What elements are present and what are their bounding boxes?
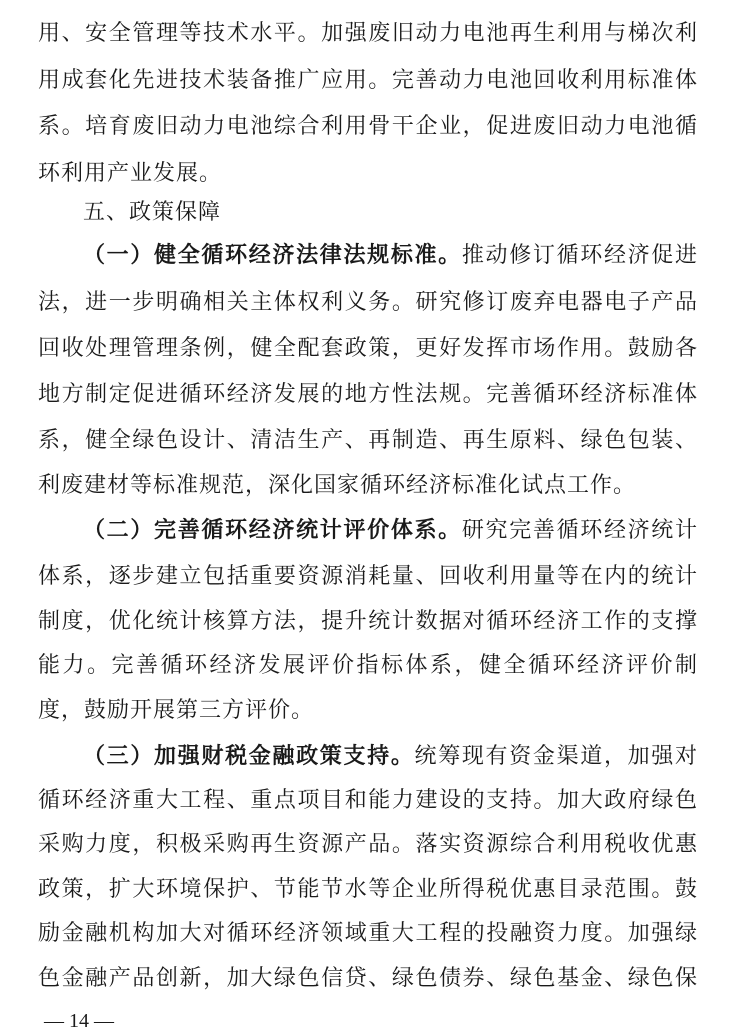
paragraph2-line-5: 度，鼓励开展第三方评价。 <box>38 698 315 723</box>
paragraph3-first-line <box>83 743 698 771</box>
intro-line-2: 用成套化先进技术装备推广应用。完善动力电池回收利用标准体 <box>38 68 698 93</box>
paragraph2-line-2: 体系，逐步建立包括重要资源消耗量、回收利用量等在内的统计 <box>38 564 698 589</box>
paragraph2-first-line <box>83 517 698 545</box>
paragraph1-line-6: 利废建材等标准规范，深化国家循环经济标准化试点工作。 <box>38 473 637 498</box>
paragraph2-first-rest: 研究完善循环经济统计 <box>461 518 698 543</box>
paragraph3-lead: （三）加强财税金融政策支持。 <box>83 744 415 769</box>
section-title: 五、政策保障 <box>83 200 222 225</box>
paragraph1-line-4: 地方制定促进循环经济发展的地方性法规。完善循环经济标准体 <box>38 382 698 407</box>
paragraph1-line-3: 回收处理管理条例，健全配套政策，更好发挥市场作用。鼓励各 <box>38 336 698 361</box>
paragraph3-line-5: 励金融机构加大对循环经济领域重大工程的投融资力度。加强绿 <box>38 921 698 946</box>
paragraph1-first-rest: 推动修订循环经济促进 <box>461 243 698 268</box>
paragraph1-first-line <box>83 242 698 270</box>
paragraph2-lead: （二）完善循环经济统计评价体系。 <box>83 518 462 543</box>
paragraph1-line-5: 系，健全绿色设计、清洁生产、再制造、再生原料、绿色包装、 <box>38 428 698 453</box>
intro-line-4: 环利用产业发展。 <box>38 161 223 186</box>
intro-line-1: 用、安全管理等技术水平。加强废旧动力电池再生利用与梯次利 <box>38 21 698 46</box>
paragraph2-line-3: 制度，优化统计核算方法，提升统计数据对循环经济工作的支撑 <box>38 609 698 634</box>
paragraph3-line-4: 政策，扩大环境保护、节能节水等企业所得税优惠目录范围。鼓 <box>38 877 698 902</box>
paragraph1-lead: （一）健全循环经济法律法规标准。 <box>83 243 462 268</box>
paragraph1-line-2: 法，进一步明确相关主体权利义务。研究修订废弃电器电子产品 <box>38 290 698 315</box>
intro-line-3: 系。培育废旧动力电池综合利用骨干企业，促进废旧动力电池循 <box>38 114 698 139</box>
page-number: — 14 — <box>44 1010 114 1032</box>
paragraph3-line-3: 采购力度，积极采购再生资源产品。落实资源综合利用税收优惠 <box>38 832 698 857</box>
paragraph3-line-6: 色金融产品创新，加大绿色信贷、绿色债券、绿色基金、绿色保 <box>38 966 698 991</box>
paragraph2-line-4: 能力。完善循环经济发展评价指标体系，健全循环经济评价制 <box>38 653 698 678</box>
paragraph3-first-rest: 统筹现有资金渠道，加强对 <box>414 744 698 769</box>
paragraph3-line-2: 循环经济重大工程、重点项目和能力建设的支持。加大政府绿色 <box>38 788 698 813</box>
